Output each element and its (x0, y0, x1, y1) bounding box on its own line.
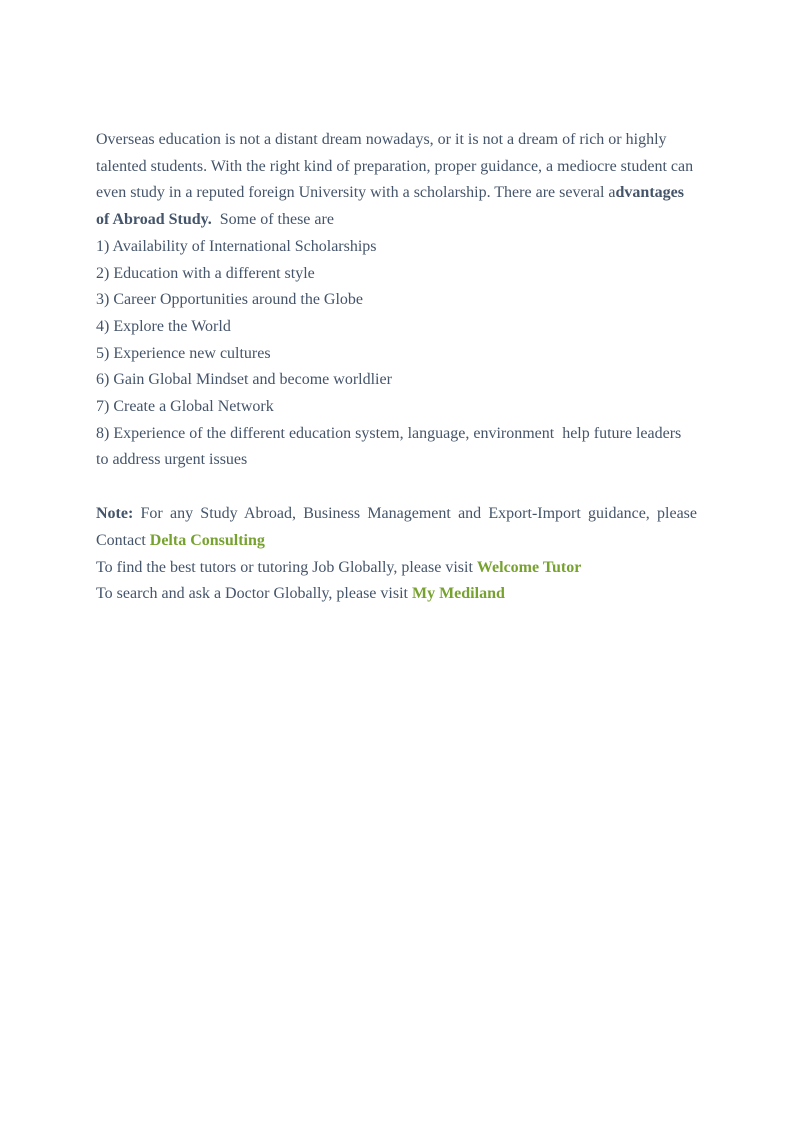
my-mediland-link[interactable]: My Mediland (411, 585, 505, 603)
list-item-8: 8) Experience of the different education system, language, environment help future leaders to address urgent issues (96, 424, 686, 469)
intro-bold-advantages: dvantages of Abroad Study. (96, 184, 688, 229)
note-paragraph-line1 (96, 501, 697, 528)
intro-text-trail: Some of these are (211, 211, 334, 229)
list-item-5: 5) Experience new cultures (96, 344, 271, 362)
doctor-text: To search and ask a Doctor Globally, please visit (96, 585, 412, 603)
welcome-tutor-link[interactable]: Welcome Tutor (476, 558, 582, 576)
intro-text-lead: Overseas education is not a distant dream nowadays, or it is not a dream of rich or highly talented students. With the right kind of preparation, proper guidance, a mediocre student can even study in a reputed foreign University with a scholarship. There are several a (96, 131, 698, 202)
advantages-list (96, 234, 697, 474)
note-contact-text: Contact (96, 531, 150, 549)
list-item-1: 1) Availability of International Scholarships (96, 237, 377, 255)
list-item-4: 4) Explore the World (96, 317, 231, 335)
doctor-line (96, 581, 697, 608)
tutor-line (96, 555, 697, 582)
intro-paragraph (96, 127, 697, 234)
list-item-6: 6) Gain Global Mindset and become worldlier (96, 371, 392, 389)
list-item-2: 2) Education with a different style (96, 264, 315, 282)
tutor-text: To find the best tutors or tutoring Job Globally, please visit (96, 558, 477, 576)
note-text: For any Study Abroad, Business Management and Export-Import guidance, please (133, 505, 697, 523)
delta-consulting-link[interactable]: Delta Consulting (149, 531, 265, 549)
list-item-7: 7) Create a Global Network (96, 398, 274, 416)
document-content (96, 127, 697, 608)
list-item-3: 3) Career Opportunities around the Globe (96, 291, 364, 309)
note-paragraph-line2 (96, 528, 697, 555)
note-label: Note: (96, 505, 134, 523)
